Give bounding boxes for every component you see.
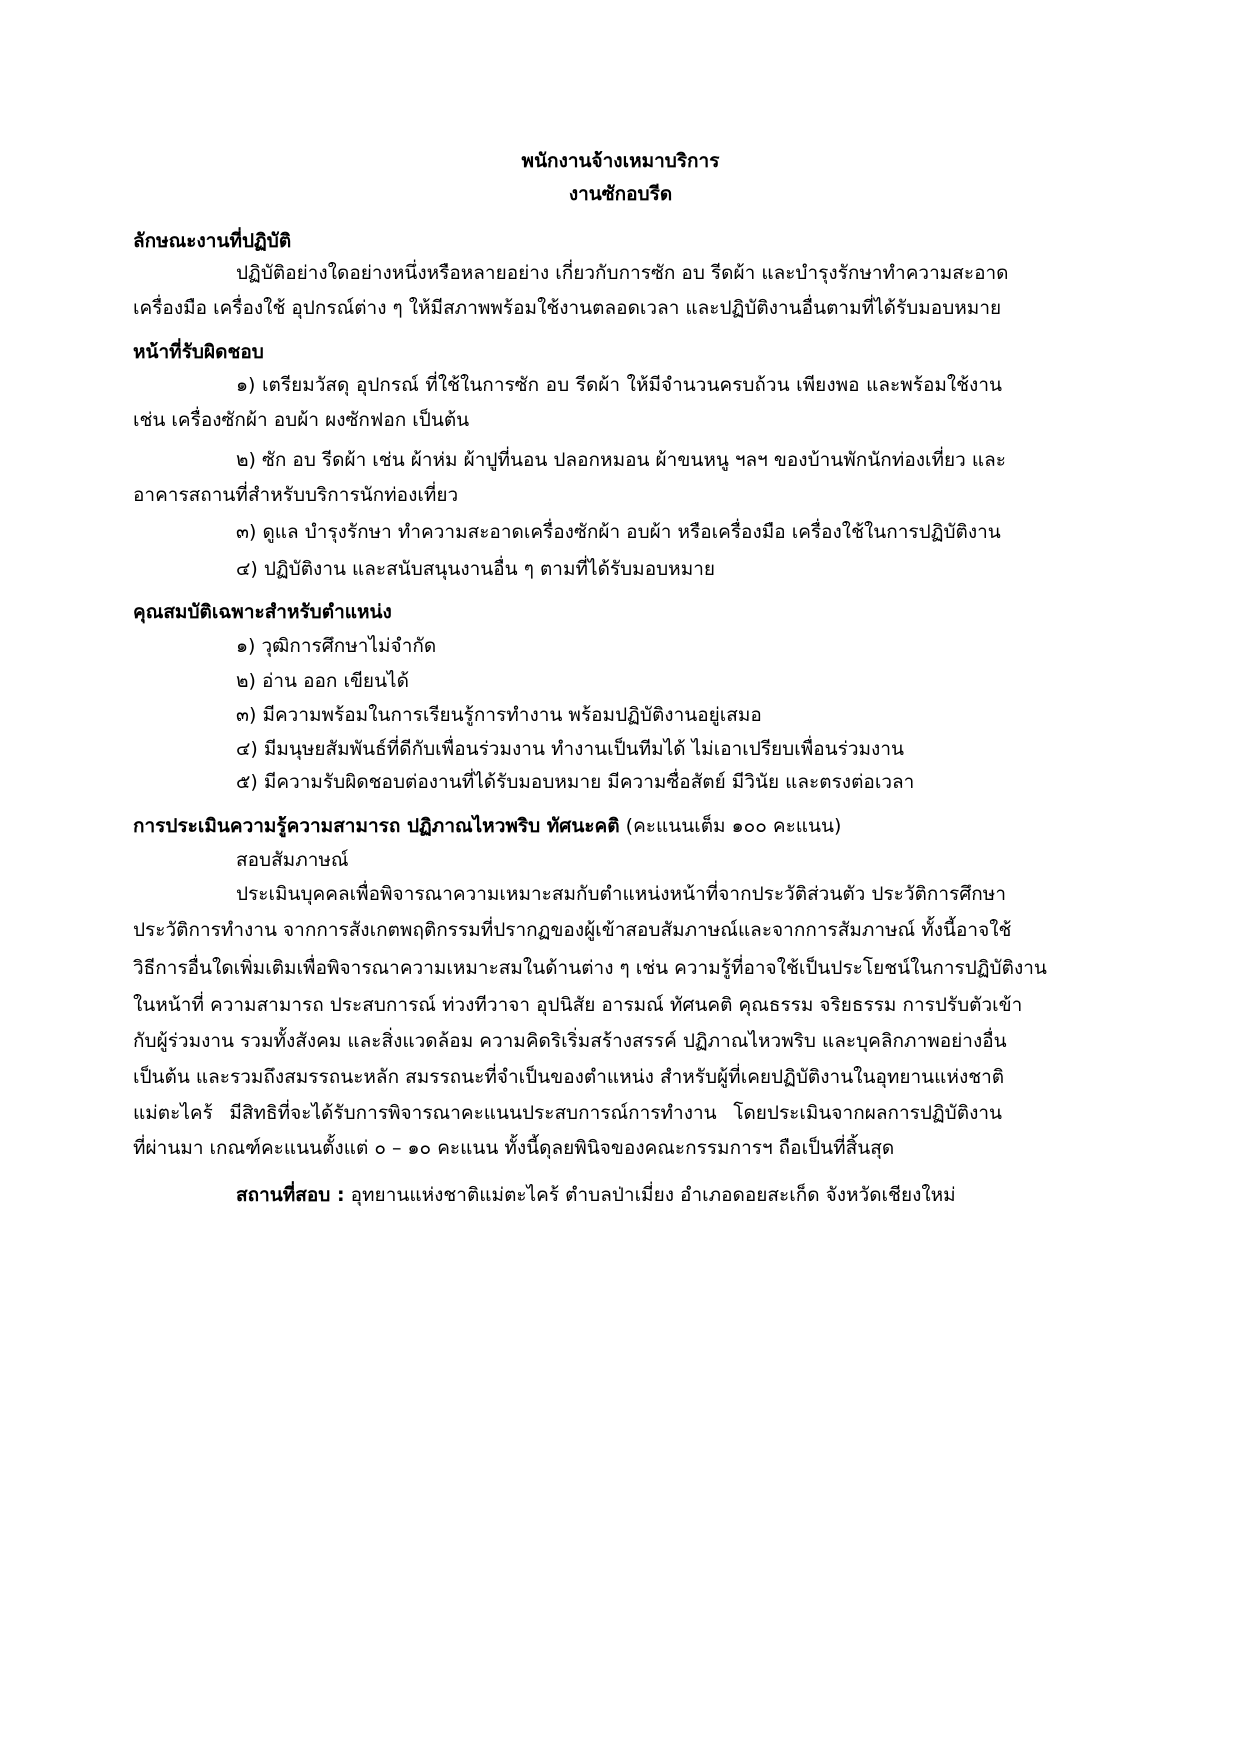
duty-item: ๑) เตรียมวัสดุ อุปกรณ์ ที่ใช้ในการซัก อบ รีดผ้า ให้มีจำนวนครบถ้วน เพียงพอ และพร้อมใช้งาน — [236, 374, 1002, 396]
qualification-item: ๕) มีความรับผิดชอบต่องานที่ได้รับมอบหมาย มีความซื่อสัตย์ มีวินัย และตรงต่อเวลา — [236, 771, 915, 793]
assessment-heading-row — [133, 811, 841, 841]
assessment-line: เป็นต้น และรวมถึงสมรรถนะหลัก สมรรถนะที่จำเป็นของตำแหน่ง สำหรับผู้ที่เคยปฏิบัติงานในอุทยานแห่งชาติ — [133, 1066, 1005, 1088]
assessment-line: ในหน้าที่ ความสามารถ ประสบการณ์ ท่วงทีวาจา อุปนิสัย อารมณ์ ทัศนคติ คุณธรรม จริยธรรม การปรับตัวเข้า — [133, 994, 1023, 1016]
assessment-line: ประเมินบุคคลเพื่อพิจารณาความเหมาะสมกับตำแหน่งหน้าที่จากประวัติส่วนตัว ประวัติการศึกษา — [236, 883, 1006, 905]
assessment-line: ประวัติการทำงาน จากการสังเกตพฤติกรรมที่ปรากฏของผู้เข้าสอบสัมภาษณ์และจากการสัมภาษณ์ ทั้งนี้อาจใช้ — [133, 919, 1012, 941]
duty-item: ๓) ดูแล บำรุงรักษา ทำความสะอาดเครื่องซักผ้า อบผ้า หรือเครื่องมือ เครื่องใช้ในการปฏิบัติงาน — [236, 521, 1001, 543]
assessment-score-note: (คะแนนเต็ม ๑๐๐ คะแนน) — [625, 815, 842, 837]
venue-row — [236, 1180, 956, 1210]
duties-heading: หน้าที่รับผิดชอบ — [133, 341, 264, 363]
duty-item: ๒) ซัก อบ รีดผ้า เช่น ผ้าห่ม ผ้าปูที่นอน ปลอกหมอน ผ้าขนหนู ฯลฯ ของบ้านพักนักท่องเที่ยว และ — [236, 449, 1006, 471]
job-nature-line: ปฏิบัติอย่างใดอย่างหนึ่งหรือหลายอย่าง เกี่ยวกับการซัก อบ รีดผ้า และบำรุงรักษาทำความสะอาด — [236, 262, 1009, 284]
venue-value: อุทยานแห่งชาติแม่ตะไคร้ ตำบลป่าเมี่ยง อำเภอดอยสะเก็ด จังหวัดเชียงใหม่ — [350, 1184, 956, 1206]
document-subtitle: งานซักอบรีด — [568, 183, 673, 205]
assessment-line: วิธีการอื่นใดเพิ่มเติมเพื่อพิจารณาความเหมาะสมในด้านต่าง ๆ เช่น ความรู้ที่อาจใช้เป็นประโยชน์ในการปฏิบัติงาน — [133, 957, 1047, 979]
assessment-heading: การประเมินความรู้ความสามารถ ปฏิภาณไหวพริบ ทัศนะคติ — [133, 815, 620, 837]
qualification-item: ๑) วุฒิการศึกษาไม่จำกัด — [236, 635, 437, 657]
qualification-item: ๔) มีมนุษยสัมพันธ์ที่ดีกับเพื่อนร่วมงาน ทำงานเป็นทีมได้ ไม่เอาเปรียบเพื่อนร่วมงาน — [236, 738, 904, 760]
assessment-line: แม่ตะไคร้ มีสิทธิที่จะได้รับการพิจารณาคะแนนประสบการณ์การทำงาน โดยประเมินจากผลการปฏิบัติงาน — [133, 1102, 1002, 1124]
document-title: พนักงานจ้างเหมาบริการ — [521, 150, 720, 172]
duty-item-continued: เช่น เครื่องซักผ้า อบผ้า ผงซักฟอก เป็นต้น — [133, 409, 470, 431]
assessment-line: กับผู้ร่วมงาน รวมทั้งสังคม และสิ่งแวดล้อม ความคิดริเริ่มสร้างสรรค์ ปฏิภาณไหวพริบ และบุคลิกภาพอย่างอื่น — [133, 1030, 1007, 1052]
duty-item-continued: อาคารสถานที่สำหรับบริการนักท่องเที่ยว — [133, 484, 459, 506]
qualification-item: ๓) มีความพร้อมในการเรียนรู้การทำงาน พร้อมปฏิบัติงานอยู่เสมอ — [236, 704, 762, 726]
job-nature-heading: ลักษณะงานที่ปฏิบัติ — [133, 230, 292, 252]
job-nature-line: เครื่องมือ เครื่องใช้ อุปกรณ์ต่าง ๆ ให้มีสภาพพร้อมใช้งานตลอดเวลา และปฏิบัติงานอื่นตามที่ได้รับมอบหมาย — [133, 297, 1002, 319]
venue-label: สถานที่สอบ : — [236, 1184, 345, 1206]
qualification-item: ๒) อ่าน ออก เขียนได้ — [236, 670, 409, 692]
assessment-method: สอบสัมภาษณ์ — [236, 849, 349, 871]
assessment-line: ที่ผ่านมา เกณฑ์คะแนนตั้งแต่ ๐ – ๑๐ คะแนน ทั้งนี้ดุลยพินิจของคณะกรรมการฯ ถือเป็นที่สิ้นสุด — [133, 1137, 895, 1159]
qualifications-heading: คุณสมบัติเฉพาะสำหรับตำแหน่ง — [133, 601, 392, 623]
duty-item: ๔) ปฏิบัติงาน และสนับสนุนงานอื่น ๆ ตามที่ได้รับมอบหมาย — [236, 558, 716, 580]
